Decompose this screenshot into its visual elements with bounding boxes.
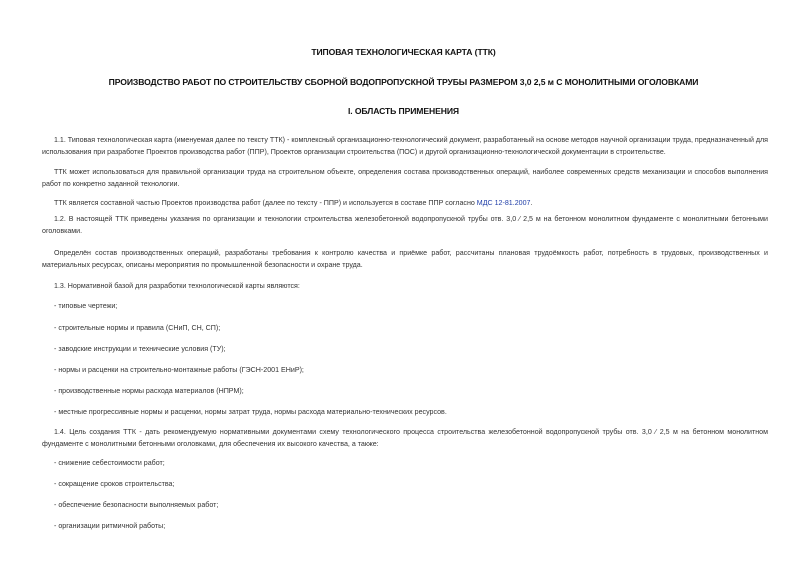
paragraph-1-1b: ТТК может использоваться для правильной организации труда на строительном объекте, определения состава производственных операций, наиболее современных средств механизации и способов выполнения работ по конкретно заданной технологии. bbox=[42, 168, 768, 188]
list-item: - местные прогрессивные нормы и расценки, нормы затрат труда, нормы расхода материально-технических ресурсов. bbox=[54, 408, 447, 416]
list-item: - типовые чертежи; bbox=[54, 302, 118, 310]
paragraph-1-2: 1.2. В настоящей ТТК приведены указания по организации и технологии строительства железобетонной водопропускной трубы отв. 3,0 ⁄ 2,5 м на бетонном монолитном фундаменте с монолитными бетонными оголовками. bbox=[42, 215, 768, 235]
mds-link[interactable]: МДС 12-81.2007 bbox=[476, 199, 531, 207]
list-item: - сокращение сроков строительства; bbox=[54, 480, 175, 488]
list-item: - заводские инструкции и технические условия (ТУ); bbox=[54, 345, 226, 353]
paragraph-1-1: 1.1. Типовая технологическая карта (именуемая далее по тексту ТТК) - комплексный организационно-технологический документ, разработанный на основе методов научной организации труда, предназначенный для использования при разработке Проектов производства работ (ППР), Проектов организации строительства (ПОС) и другой организационно-технологической документации в строительстве. bbox=[42, 136, 769, 156]
section-title: I. ОБЛАСТЬ ПРИМЕНЕНИЯ bbox=[347, 106, 459, 116]
paragraph-1-2b: Определён состав производственных операций, разработаны требования к контролю качества и приёмке работ, рассчитаны плановая трудоёмкость работ, потребность в трудовых, производственных и материальных ресурсах, описаны мероприятия по промышленной безопасности и охране труда. bbox=[42, 249, 768, 269]
document-subtitle: ПРОИЗВОДСТВО РАБОТ ПО СТРОИТЕЛЬСТВУ СБОРНОЙ ВОДОПРОПУСКНОЙ ТРУБЫ РАЗМЕРОМ 3,0 2,5 м С МОНОЛИТНЫМИ ОГОЛОВКАМИ bbox=[108, 77, 699, 87]
paragraph-1-1c bbox=[42, 198, 768, 210]
list-item: - организации ритмичной работы; bbox=[54, 522, 166, 530]
paragraph-1-4: 1.4. Цель создания ТТК - дать рекомендуемую нормативными документами схему технологического процесса строительства железобетонной водопропускной трубы отв. 3,0 ⁄ 2,5 м на бетонном монолитном фундаменте с монолитными бетонными оголовками, для обеспечения их высокого качества, а также: bbox=[42, 428, 768, 448]
document-title: ТИПОВАЯ ТЕХНОЛОГИЧЕСКАЯ КАРТА (ТТК) bbox=[311, 47, 496, 57]
paragraph-1-1c-text: ТТК является составной частью Проектов производства работ (далее по тексту - ППР) и используется в составе ППР согласно bbox=[54, 199, 477, 207]
list-item: - производственные нормы расхода материалов (НПРМ); bbox=[54, 387, 244, 395]
paragraph-1-1c-end: . bbox=[530, 199, 533, 207]
list-item: - обеспечение безопасности выполняемых работ; bbox=[54, 501, 219, 509]
paragraph-1-3: 1.3. Нормативной базой для разработки технологической карты являются: bbox=[54, 282, 300, 290]
list-item: - снижение себестоимости работ; bbox=[54, 459, 165, 467]
list-item: - строительные нормы и правила (СНиП, СН, СП); bbox=[54, 324, 221, 332]
list-item: - нормы и расценки на строительно-монтажные работы (ГЭСН-2001 ЕНиР); bbox=[54, 366, 304, 374]
